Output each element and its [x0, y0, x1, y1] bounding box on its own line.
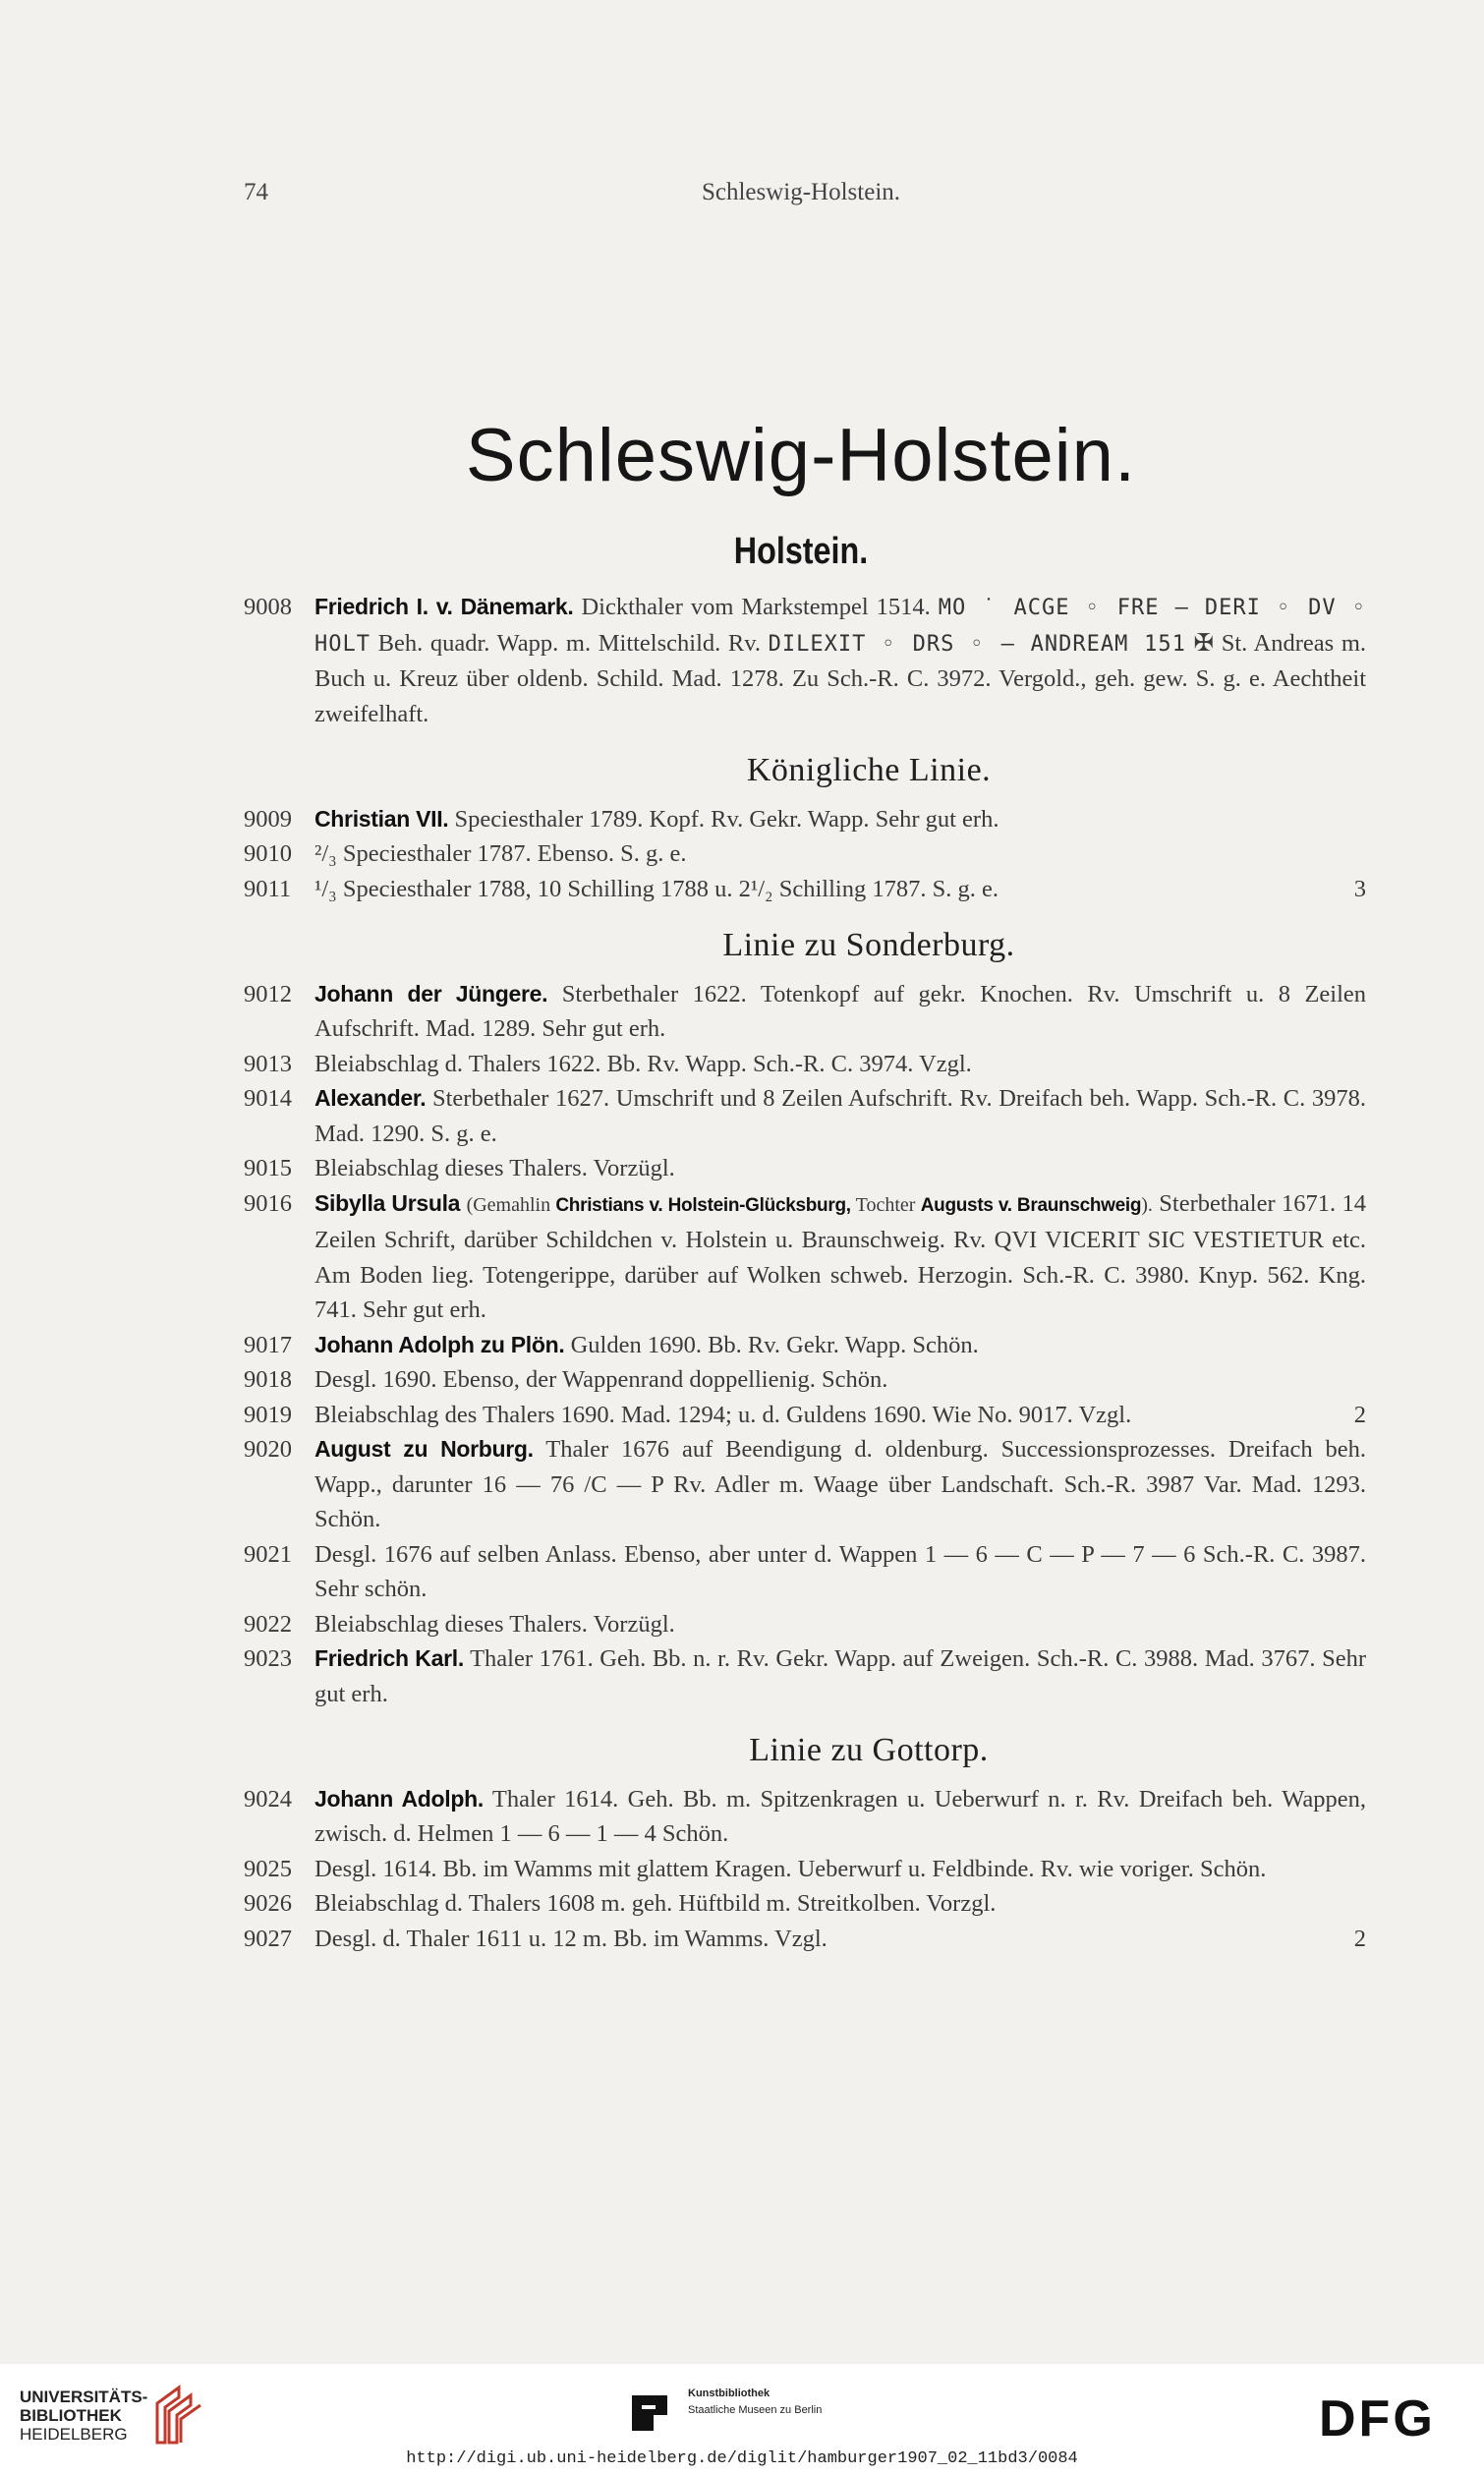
entry-text-2: Beh. quadr. Wapp. m. Mittelschild. Rv.: [377, 629, 762, 657]
entry-text: Bleiabschlag des Thalers 1690. Mad. 1294; u. d. Guldens 1690. Wie No. 9017. Vzgl.: [314, 1401, 1132, 1428]
entry-text-3: St. Andreas m. Buch u. Kreuz über oldenb. Schild. Mad. 1278. Zu Sch.-R. C. 3972. Vergold., geh. gew. S. g. e. Aechtheit zweifelhaft.: [314, 629, 1367, 727]
section-koenigliche-linie: Königliche Linie.: [746, 752, 992, 788]
entry-9012: [244, 977, 1366, 1047]
entry-text: Bleiabschlag d. Thalers 1622. Bb. Rv. Wapp. Sch.-R. C. 3974. Vzgl.: [314, 1050, 972, 1077]
legend-reverse: DILEXIT ◦ DRS ◦ — ANDREAM 151: [768, 631, 1186, 657]
entry-9009: [244, 802, 1366, 837]
note-ruler: Augusts v. Braunschweig: [920, 1194, 1142, 1216]
entry-text: Thaler 1614. Geh. Bb. m. Spitzenkragen u. Ueberwurf n. r. Rv. Dreifach beh. Wappen, zwisch. d. Helmen 1 — 6 — 1 — 4 Schön.: [314, 1785, 1366, 1847]
entry-number: 9024: [244, 1785, 292, 1813]
ruler-name: Johann Adolph.: [314, 1785, 484, 1812]
legend-obverse: MO ˙ ACGE ◦ FRE — DERI ◦ DV ◦ HOLT: [314, 596, 1367, 657]
entry-number: 9012: [244, 980, 292, 1007]
entry-text: Dickthaler vom Markstempel 1514.: [581, 594, 931, 620]
entry-number: 9025: [244, 1855, 292, 1882]
entry-text: Desgl. 1614. Bb. im Wamms mit glattem Kragen. Ueberwurf u. Feldbinde. Rv. wie voriger. Schön.: [314, 1855, 1267, 1882]
ruler-name: August zu Norburg.: [314, 1436, 534, 1462]
entry-9017: [244, 1328, 1366, 1363]
entry-text: Bleiabschlag dieses Thalers. Vorzügl.: [314, 1610, 675, 1638]
entry-number: 9026: [244, 1890, 292, 1917]
source-url[interactable]: http://digi.ub.uni-heidelberg.de/diglit/hamburger1907_02_11bd3/0084: [406, 2449, 1078, 2468]
subtitle: Holstein.: [733, 531, 869, 572]
section-linie-sonderburg: Linie zu Sonderburg.: [722, 927, 1015, 963]
entry-number: 9011: [244, 875, 292, 902]
entry-9018: [244, 1362, 1366, 1398]
genealogy-note: [467, 1194, 1153, 1216]
page-number: 74: [244, 179, 268, 205]
entry-text: Sterbethaler 1627. Umschrift und 8 Zeilen Aufschrift. Rv. Dreifach beh. Wapp. Sch.-R. C. 3978. Mad. 1290. S. g. e.: [314, 1085, 1366, 1147]
ub-line: BIBLIOTHEK: [20, 2406, 122, 2425]
ruler-name: Sibylla Ursula: [314, 1189, 461, 1216]
entry-number: 9010: [244, 840, 292, 867]
entry-9013: [244, 1047, 1366, 1082]
entry-9020: [244, 1432, 1366, 1537]
entry-text: Thaler 1676 auf Beendigung d. oldenburg. Successionsprozesses. Dreifach beh. Wapp., darunter 16 — 76 /C — P Rv. Adler m. Waage über Landschaft. Sch.-R. 3987 Var. Mad. 1293. Schön.: [314, 1436, 1366, 1532]
entry-9025: [244, 1852, 1366, 1887]
entry-number: 9015: [244, 1155, 292, 1181]
entry-number: 9016: [244, 1189, 292, 1217]
entry-9021: [244, 1537, 1366, 1607]
entry-9016: [244, 1186, 1366, 1328]
entry-text: Thaler 1761. Geh. Bb. n. r. Rv. Gekr. Wapp. auf Zweigen. Sch.-R. C. 3988. Mad. 3767. Sehr gut erh.: [314, 1645, 1366, 1707]
entry-text: Desgl. d. Thaler 1611 u. 12 m. Bb. im Wamms. Vzgl.: [314, 1925, 828, 1952]
entry-text: Desgl. 1690. Ebenso, der Wappenrand doppellienig. Schön.: [314, 1366, 888, 1393]
main-title: Schleswig-Holstein.: [465, 414, 1137, 497]
running-title: Schleswig-Holstein.: [701, 179, 901, 205]
entry-9015: [244, 1151, 1366, 1186]
entry-number: 9014: [244, 1085, 292, 1112]
entry-number: 9018: [244, 1366, 292, 1393]
catalogue-entries: [244, 590, 1366, 1956]
entry-9010: [244, 836, 1366, 872]
price: 2: [1353, 1401, 1366, 1428]
entry-text: Desgl. 1676 auf selben Anlass. Ebenso, aber unter d. Wappen 1 — 6 — C — P — 7 — 6 Sch.-R. C. 3987. Sehr schön.: [314, 1540, 1366, 1602]
entry-9014: [244, 1081, 1366, 1151]
entry-text: Bleiabschlag d. Thalers 1608 m. geh. Hüftbild m. Streitkolben. Vorzgl.: [314, 1890, 997, 1917]
entry-text: ¹/₃ Speciesthaler 1788, 10 Schilling 1788 u. 2¹/₂ Schilling 1787. S. g. e.: [314, 875, 999, 902]
entry-9019: [244, 1398, 1366, 1433]
entry-number: 9017: [244, 1331, 292, 1358]
entry-9022: [244, 1607, 1366, 1642]
entry-9011: [244, 872, 1366, 907]
dfg-logo: DFG: [1319, 2390, 1436, 2447]
entry-number: 9013: [244, 1050, 292, 1077]
entry-text: ²/₃ Speciesthaler 1787. Ebenso. S. g. e.: [314, 840, 687, 867]
entry-number: 9027: [244, 1925, 292, 1952]
ruler-name: Friedrich Karl.: [314, 1645, 464, 1671]
price: 3: [1353, 875, 1366, 902]
ub-logo-icon: [147, 2382, 206, 2450]
entry-number: 9023: [244, 1645, 292, 1672]
kunstbibliothek-wordmark: [688, 2386, 822, 2419]
ruler-name: Alexander.: [314, 1085, 427, 1111]
kunstbibliothek-logo-icon: [630, 2391, 669, 2435]
ub-line: UNIVERSITÄTS-: [20, 2388, 148, 2406]
entry-number: 9008: [244, 594, 292, 620]
entry-9024: [244, 1782, 1366, 1852]
ruler-name: Johann Adolph zu Plön.: [314, 1331, 565, 1357]
entry-number: 9022: [244, 1610, 292, 1638]
entry-9026: [244, 1886, 1366, 1922]
entry-text: Sterbethaler 1622. Totenkopf auf gekr. Knochen. Rv. Umschrift u. 8 Zeilen Aufschrift. Mad. 1289. Sehr gut erh.: [314, 980, 1367, 1042]
note-ruler: Christians v. Holstein-Glücksburg,: [555, 1194, 851, 1216]
note-text: ).: [1141, 1193, 1153, 1216]
section-linie-gottorp: Linie zu Gottorp.: [749, 1732, 989, 1768]
entry-9023: [244, 1641, 1366, 1711]
ruler-name: Friedrich I. v. Dänemark.: [314, 594, 574, 619]
entry-text: Gulden 1690. Bb. Rv. Gekr. Wapp. Schön.: [570, 1331, 979, 1358]
entry-text: Bleiabschlag dieses Thalers. Vorzügl.: [314, 1155, 675, 1181]
entry-text: Sterbethaler 1671. 14 Zeilen Schrift, darüber Schildchen v. Holstein u. Braunschweig. Rv. QVI VICERIT SIC VESTIETUR etc. Am Boden lieg. Totengerippe, darüber auf Wolken schweb. Herzogin. Sch.-R. C. 3980. Knyp. 562. Kng. 741. Sehr gut erh.: [314, 1189, 1367, 1323]
ub-heidelberg-wordmark: [20, 2388, 147, 2444]
ruler-name: Christian VII.: [314, 805, 449, 832]
note-text: Tochter: [855, 1193, 916, 1216]
entry-number: 9019: [244, 1401, 292, 1428]
cross-icon: ✠: [1193, 629, 1215, 657]
running-head: [0, 179, 1484, 218]
kb-line: Staatliche Museen zu Berlin: [688, 2404, 823, 2416]
entry-9027: [244, 1922, 1366, 1957]
entry-text: Speciesthaler 1789. Kopf. Rv. Gekr. Wapp. Sehr gut erh.: [454, 805, 999, 833]
ub-line: HEIDELBERG: [20, 2425, 128, 2444]
entry-9008: [244, 590, 1366, 731]
entry-number: 9021: [244, 1540, 292, 1568]
entry-number: 9020: [244, 1436, 292, 1463]
price: 2: [1353, 1925, 1366, 1952]
entry-number: 9009: [244, 805, 292, 833]
note-text: (Gemahlin: [466, 1193, 551, 1216]
kb-line: Kunstbibliothek: [688, 2388, 771, 2399]
footer-bar: [0, 2364, 1484, 2475]
ruler-name: Johann der Jüngere.: [314, 980, 548, 1007]
